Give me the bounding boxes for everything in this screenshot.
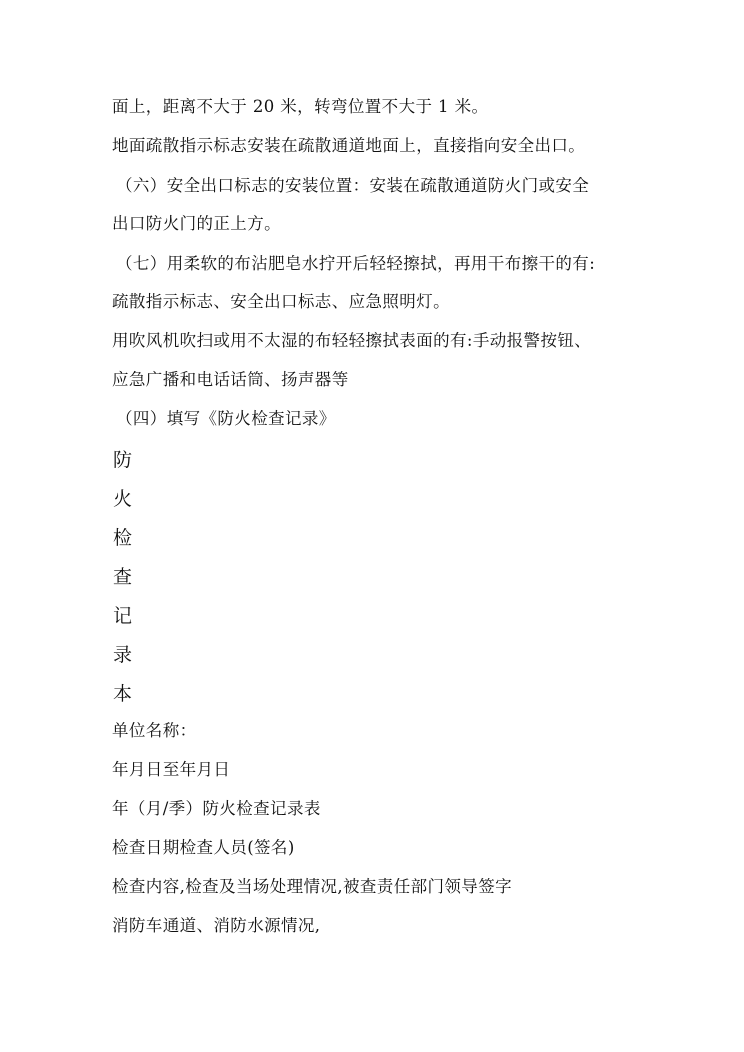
- paragraph-line: 面上，距离不大于 20 米，转弯位置不大于 1 米。: [112, 97, 489, 116]
- vertical-title-char: 本: [113, 683, 133, 705]
- section-heading: （四）填写《防火检查记录》: [116, 409, 336, 428]
- vertical-title-char: 记: [113, 605, 133, 627]
- form-line-table-title: 年（月/季）防火检查记录表: [112, 799, 321, 818]
- form-line-date-range: 年月日至年月日: [112, 760, 231, 779]
- vertical-title-char: 录: [113, 644, 133, 666]
- paragraph-line: （七）用柔软的布沾肥皂水拧开后轻轻擦拭，再用干布擦干的有:: [116, 254, 596, 273]
- paragraph-line: 用吹风机吹扫或用不太湿的布轻轻擦拭表面的有:手动报警按钮、: [112, 331, 592, 350]
- paragraph-line: 出口防火门的正上方。: [112, 214, 281, 233]
- paragraph-line: （六）安全出口标志的安装位置：安装在疏散通道防火门或安全: [116, 176, 590, 195]
- paragraph-line: 疏散指示标志、安全出口标志、应急照明灯。: [112, 292, 450, 311]
- paragraph-line: 地面疏散指示标志安装在疏散通道地面上，直接指向安全出口。: [112, 136, 586, 155]
- paragraph-line: 应急广播和电话话筒、扬声器等: [112, 370, 349, 389]
- vertical-title-char: 查: [113, 566, 133, 588]
- vertical-title-char: 防: [113, 449, 133, 471]
- form-line-unit-name: 单位名称：: [112, 721, 197, 740]
- form-line-fire-access: 消防车通道、消防水源情况,: [112, 916, 321, 935]
- form-line-content: 检查内容,检查及当场处理情况,被查责任部门领导签字: [112, 877, 512, 896]
- vertical-title-char: 检: [113, 527, 133, 549]
- vertical-title-char: 火: [113, 488, 133, 510]
- form-line-inspector: 检查日期检查人员(签名): [112, 838, 295, 857]
